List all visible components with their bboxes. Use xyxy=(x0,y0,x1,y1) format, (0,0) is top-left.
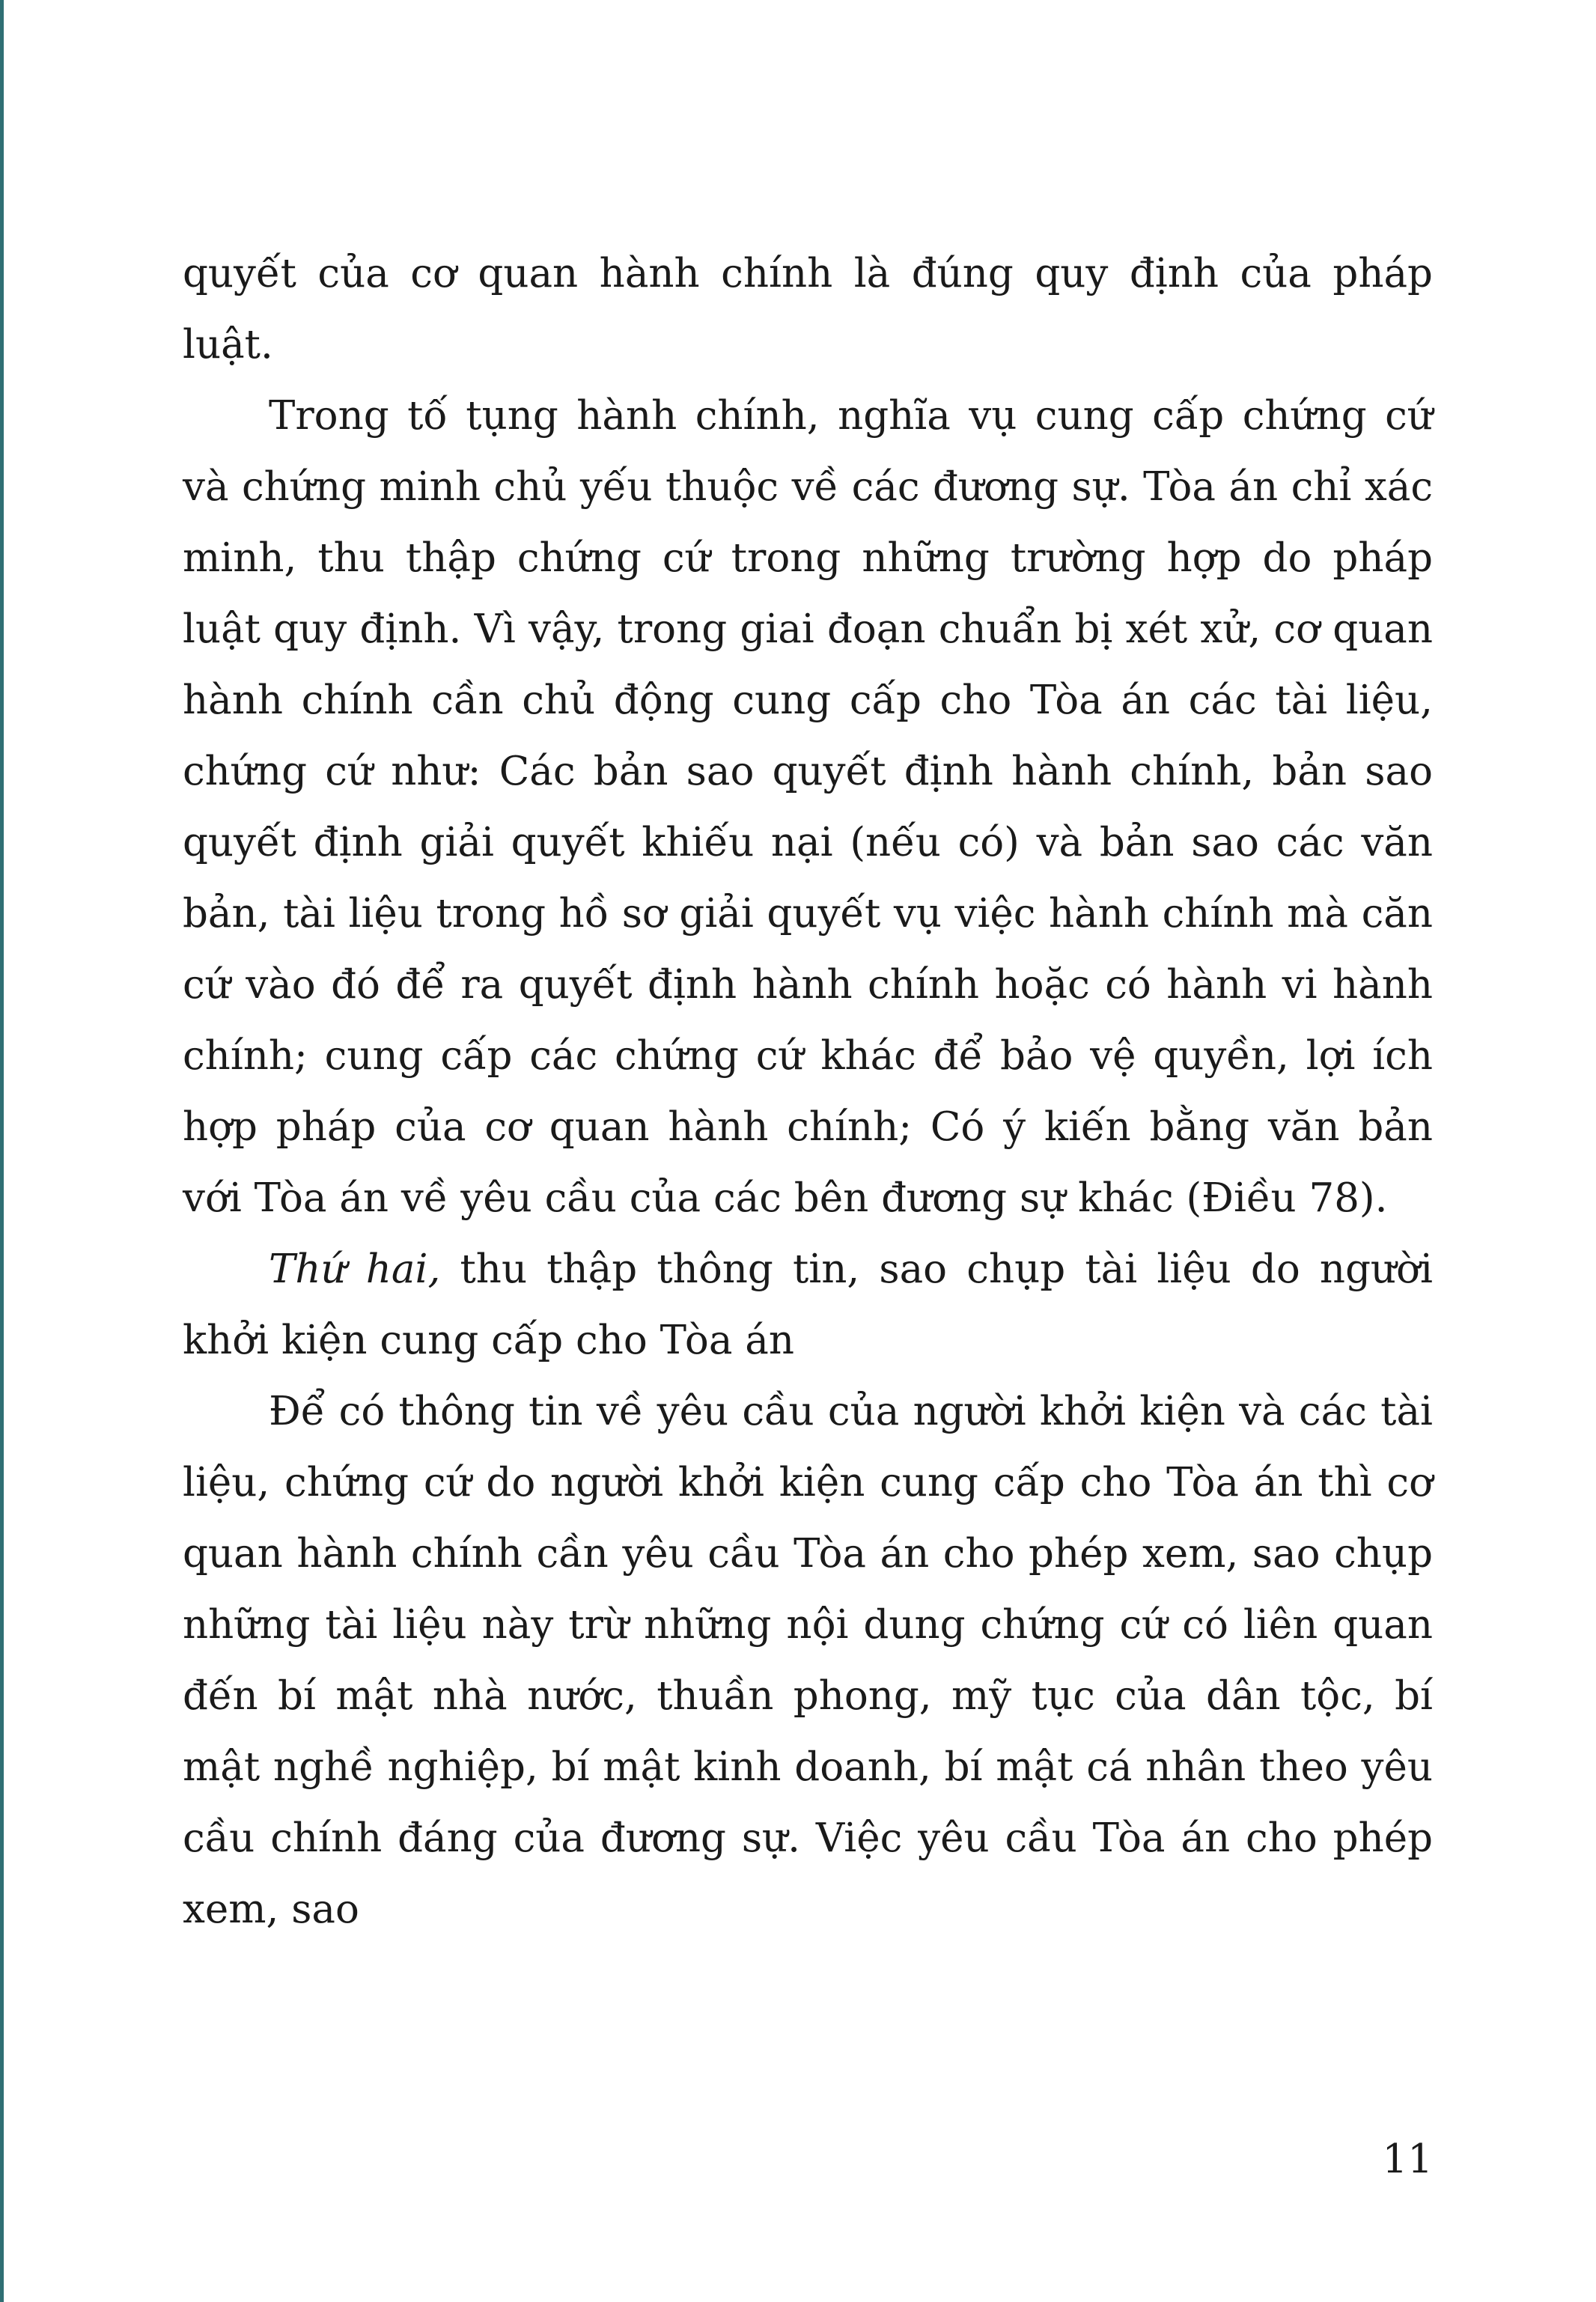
section-heading-text: thu thập thông tin, sao chụp tài liệu do người khởi kiện cung cấp cho Tòa án xyxy=(183,1246,1433,1363)
page-edge-bar xyxy=(0,0,4,2302)
paragraph-continuation: quyết của cơ quan hành chính là đúng quy định của pháp luật. xyxy=(183,251,1433,368)
paragraph-request-court: Để có thông tin về yêu cầu của người khởi kiện và các tài liệu, chứng cứ do người khởi kiện cung cấp cho Tòa án thì cơ quan hành chính cần yêu cầu Tòa án cho phép xem, sao chụp những tài liệu này trừ những nội dung chứng cứ có liên quan đến bí mật nhà nước, thuần phong, mỹ tục của dân tộc, bí mật nghề nghiệp, bí mật kinh doanh, bí mật cá nhân theo yêu cầu chính đáng của đương sự. Việc yêu cầu Tòa án cho phép xem, sao xyxy=(183,1389,1433,1932)
page-number: 11 xyxy=(1382,2137,1433,2182)
section-heading-lead: Thứ hai, xyxy=(269,1246,441,1292)
page-body xyxy=(183,238,1433,1945)
paragraph-evidence-obligation: Trong tố tụng hành chính, nghĩa vụ cung cấp chứng cứ và chứng minh chủ yếu thuộc về các đương sự. Tòa án chỉ xác minh, thu thập chứng cứ trong những trường hợp do pháp luật quy định. Vì vậy, trong giai đoạn chuẩn bị xét xử, cơ quan hành chính cần chủ động cung cấp cho Tòa án các tài liệu, chứng cứ như: Các bản sao quyết định hành chính, bản sao quyết định giải quyết khiếu nại (nếu có) và bản sao các văn bản, tài liệu trong hồ sơ giải quyết vụ việc hành chính mà căn cứ vào đó để ra quyết định hành chính hoặc có hành vi hành chính; cung cấp các chứng cứ khác để bảo vệ quyền, lợi ích hợp pháp của cơ quan hành chính; Có ý kiến bằng văn bản với Tòa án về yêu cầu của các bên đương sự khác (Điều 78). xyxy=(183,393,1433,1221)
section-heading-second xyxy=(183,1234,1433,1376)
